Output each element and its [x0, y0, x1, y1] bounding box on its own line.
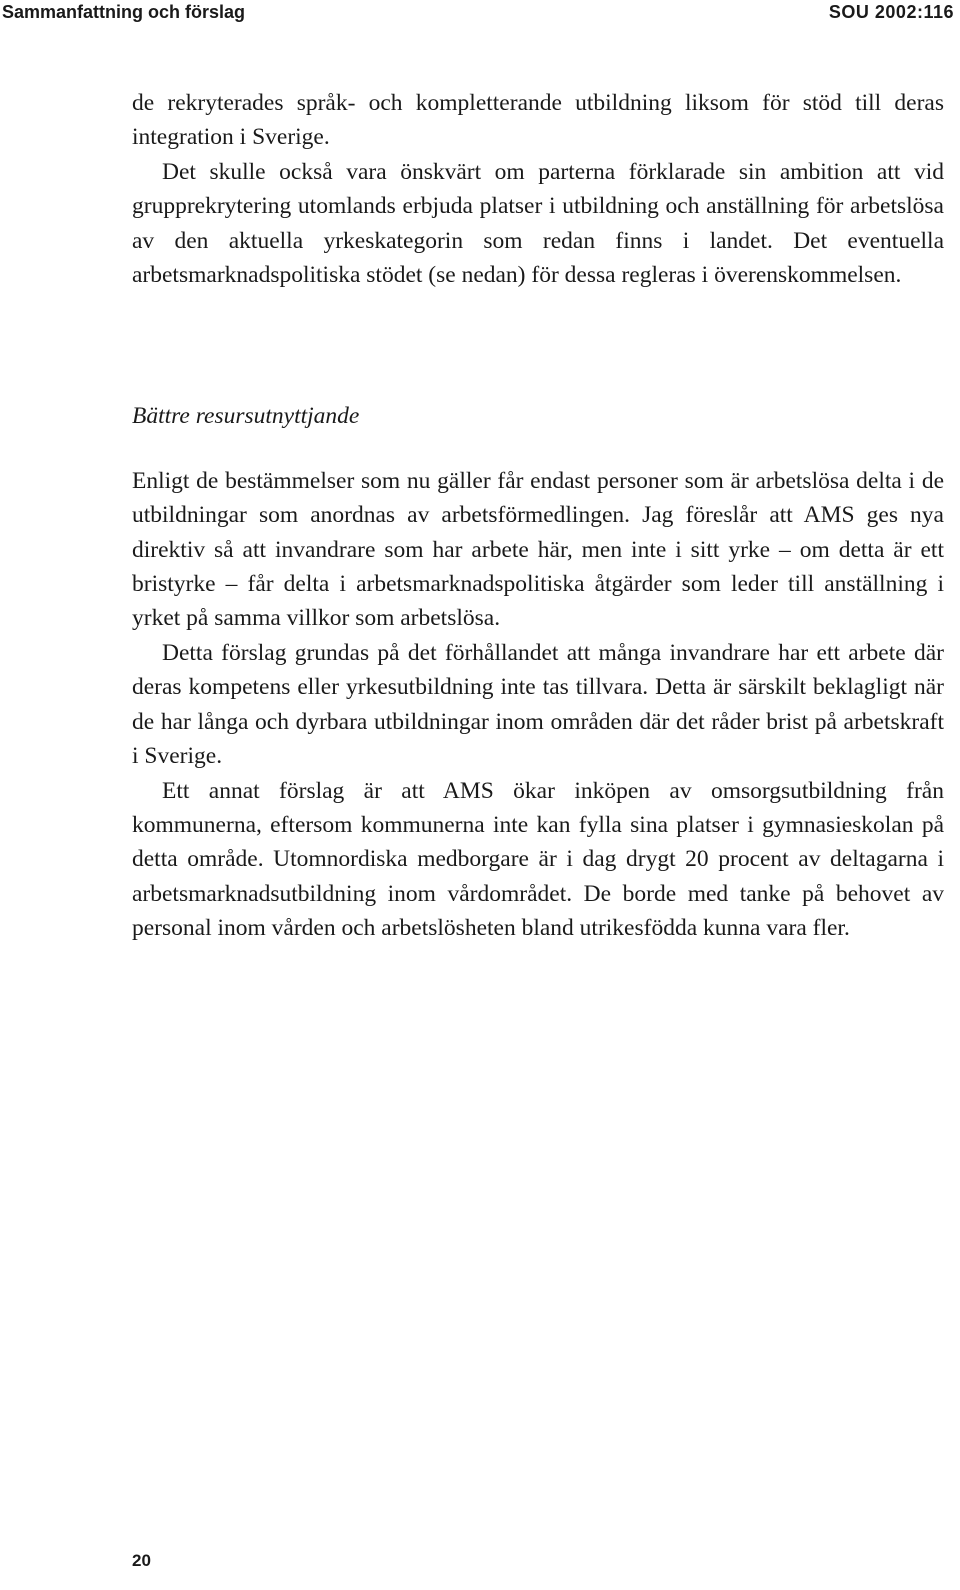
paragraph: Ett annat förslag är att AMS ökar inköpen av omsorgsutbildning från kommunerna, eftersom kommunerna inte kan fylla sina platser i gymnasieskolan på detta område. Utomnordiska medborgare är i dag drygt 20 procent av deltagarna i arbetsmarknadsutbildning inom vårdområdet. De borde med tanke på behovet av personal inom vården och arbetslösheten bland utrikesfödda kunna vara fler.: [132, 777, 944, 942]
section-heading: Bättre resursutnyttjande: [132, 403, 360, 430]
section-title: Sammanfattning och förslag: [2, 2, 246, 22]
paragraph-continuation: de rekryterades språk- och kompletterande utbildning liksom för stöd till deras integration i Sverige.: [132, 90, 944, 151]
paragraph: Det skulle också vara önskvärt om parterna förklarade sin ambition att vid grupprekrytering utomlands erbjuda platser i utbildning och anställning för arbetslösa av den aktuella yrkeskategorin som redan finns i landet. Det eventuella arbetsmarknadspolitiska stödet (se nedan) för dessa regleras i överenskommelsen.: [132, 158, 944, 289]
report-id: SOU 2002:116: [828, 2, 954, 22]
spacer: [132, 434, 944, 464]
paragraph: Detta förslag grundas på det förhållandet att många invandrare har ett arbete där deras kompetens eller yrkesutbildning inte tas tillvara. Detta är särskilt beklagligt när de har långa och dyrbara utbildningar inom områden där det råder brist på arbetskraft i Sverige.: [132, 639, 944, 770]
spacer: [132, 292, 944, 399]
body-text: [132, 86, 944, 946]
paragraph: Enligt de bestämmelser som nu gäller får endast personer som är arbetslösa delta i de utbildningar som anordnas av arbetsförmedlingen. Jag föreslår att AMS ges nya direktiv så att invandrare som har arbete här, men inte i sitt yrke – om detta är ett bristyrke – får delta i arbetsmarknadspolitiska åtgärder som leder till anställning i yrket på samma villkor som arbetslösa.: [132, 467, 944, 632]
page-number: 20: [132, 1551, 151, 1570]
running-header: [0, 0, 960, 24]
